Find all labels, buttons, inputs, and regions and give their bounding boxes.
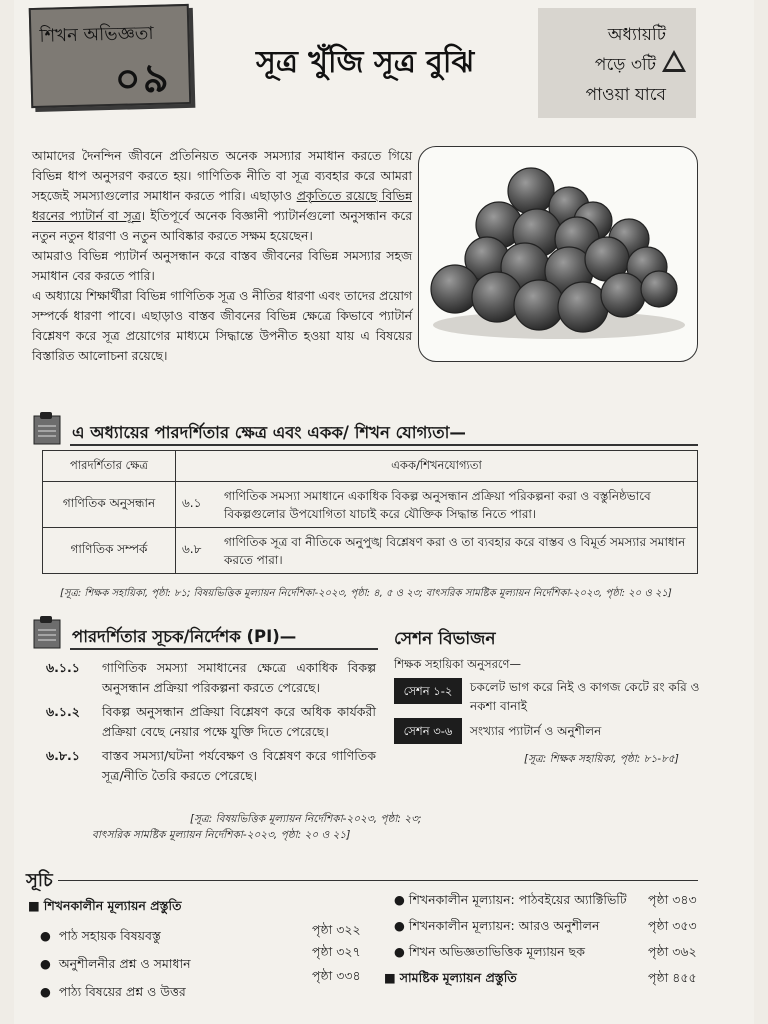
table-header-unit: একক/শিখনযোগ্যতা xyxy=(176,451,698,482)
area-cell: গাণিতিক অনুসন্ধান xyxy=(43,482,176,528)
pi-text: গাণিতিক সমস্যা সমাধানের ক্ষেত্রে একাধিক বিকল্প অনুসন্ধান প্রক্রিয়া পরিকল্পনা করতে পেরেছে। xyxy=(102,660,376,695)
competency-table xyxy=(42,450,698,574)
pi-citation-1: [সূত্র: বিষয়ভিত্তিক মূল্যায়ন নির্দেশিকা-২০২৩, পৃষ্ঠা: ২৩; xyxy=(190,813,422,825)
pi-text: বাস্তব সমস্যা/ঘটনা পর্যবেক্ষণ ও বিশ্লেষণ করে গাণিতিক সূত্র/নীতি তৈরি করতে পেরেছে। xyxy=(102,748,376,783)
toc-item-label: পাঠ্য বিষয়ের প্রশ্ন ও উত্তর xyxy=(58,984,186,999)
table-row xyxy=(43,482,698,528)
square-bullet-icon: ■ xyxy=(28,898,44,913)
image-frame xyxy=(418,146,698,362)
pi-heading: পারদর্শিতার সূচক/নির্দেশক (PI)— xyxy=(72,627,297,646)
bullet-icon: ● xyxy=(394,944,409,959)
list-item xyxy=(46,702,376,742)
pi-section xyxy=(38,616,378,648)
pi-citation-2: বাৎসরিক সামষ্টিক মূল্যায়ন নির্দেশিকা-২০২৩, পৃষ্ঠা: ২০ ও ২১] xyxy=(92,829,351,841)
session-heading: সেশন বিভাজন xyxy=(394,629,496,649)
text-cell: গাণিতিক সমস্যা সমাধানে একাধিক বিকল্প অনুসন্ধান প্রক্রিয়া পরিকল্পনা করা ও বস্তুনিষ্ঠভাবে বিকল্পগুলোর উপযোগিতা যাচাই করে যৌক্তিক সিদ্ধান্ত নিতে পারা। xyxy=(218,482,698,528)
intro-p2: আমরাও বিভিন্ন প্যাটার্ন অনুসন্ধান করে বাস্তব জীবনের বিভিন্ন সমস্যার সহজ সমাধান বের করতে পারি। xyxy=(32,249,412,283)
toc-page: পৃষ্ঠা ৩৩৪ xyxy=(312,968,361,983)
bullet-icon: ● xyxy=(394,918,409,933)
toc-page: পৃষ্ঠা ৩২২ xyxy=(312,922,361,937)
learning-experience-tag xyxy=(29,4,192,108)
bullet-icon: ● xyxy=(40,956,59,971)
toc-page: পৃষ্ঠা ৪৫৫ xyxy=(648,970,697,985)
competency-section xyxy=(38,412,698,444)
intro-p1-underlined: প্রকৃতিতে রয়েছে বিভিন্ন ধরনের প্যাটার্ন বা সূত্র xyxy=(32,189,412,223)
list-item xyxy=(46,658,376,698)
toc-page: পৃষ্ঠা ৩২৭ xyxy=(312,944,361,959)
toc-page: পৃষ্ঠা ৩৫৩ xyxy=(648,918,697,933)
toc-item-label: অনুশীলনীর প্রশ্ন ও সমাধান xyxy=(58,956,191,971)
pi-list xyxy=(46,658,376,790)
table-header-area: পারদর্শিতার ক্ষেত্র xyxy=(43,451,176,482)
toc-page: পৃষ্ঠা ৩৬২ xyxy=(648,944,697,959)
text-cell: গাণিতিক সূত্র বা নীতিকে অনুপুঙ্খ বিশ্লেষণ করা ও তা ব্যবহার করে বাস্তব ও বিমূর্ত সমস্যার সমাধান করতে পারা। xyxy=(218,528,698,574)
notepad-icon xyxy=(32,412,66,446)
toc-list-item[interactable] xyxy=(394,892,714,912)
session-citation: [সূত্র: শিক্ষক সহায়িকা, পৃষ্ঠা: ৮১-৮৫] xyxy=(524,753,679,765)
toc-item-label: শিখনকালীন মূল্যায়ন: পাঠবইয়ের অ্যাক্টিভিটি xyxy=(408,892,627,907)
list-item xyxy=(46,746,376,786)
toc-title: সূচি xyxy=(26,870,53,891)
area-cell: গাণিতিক সম্পর্ক xyxy=(43,528,176,574)
toc-section-label: সামষ্টিক মূল্যায়ন প্রস্তুতি xyxy=(399,970,517,985)
divider xyxy=(70,444,698,446)
intro-p1-a: আমাদের দৈনন্দিন জীবনে প্রতিনিয়ত অনেক সমস্যার সমাধান করতে গিয়ে বিভিন্ন ধাপ অনুসরণ করতে হয়। গাণিতিক নীতি বা সূত্র ব্যবহার করে আমরা সহজেই সমস্যাগুলোর সমাধান করতে পারি। এছাড়াও xyxy=(32,149,412,203)
toc-page: পৃষ্ঠা ৩৪৩ xyxy=(648,892,697,907)
badge-line-2: পড়ে ৩টি xyxy=(594,55,656,75)
toc-item-label: শিখন অভিজ্ঞতাভিত্তিক মূল্যায়ন ছক xyxy=(408,944,585,959)
session-text: সংখ্যার প্যাটার্ন ও অনুশীলন xyxy=(470,724,602,738)
session-text: চকলেট ভাগ করে নিই ও কাগজ কেটে রং করি ও নকশা বানাই xyxy=(470,680,700,713)
toc-list-item[interactable] xyxy=(394,944,714,964)
toc-list-item[interactable] xyxy=(384,970,714,990)
stacked-balls-illustration xyxy=(419,147,697,361)
intro-text xyxy=(32,146,412,366)
pi-code: ৬.১.১ xyxy=(46,660,80,675)
session-pill: সেশন ১-২ xyxy=(394,678,462,704)
bullet-icon: ● xyxy=(40,984,59,999)
divider xyxy=(58,880,698,881)
triangle-icon xyxy=(662,50,686,72)
badge-line-1: অধ্যায়টি xyxy=(607,25,666,45)
badge-line-3: পাওয়া যাবে xyxy=(585,85,666,105)
toc-item-label: শিখনকালীন মূল্যায়ন: আরও অনুশীলন xyxy=(408,918,600,933)
code-cell: ৬.৮ xyxy=(176,528,219,574)
toc-section-label: শিখনকালীন মূল্যায়ন প্রস্তুতি xyxy=(43,898,182,913)
bullet-icon: ● xyxy=(40,928,59,943)
competency-heading: এ অধ্যায়ের পারদর্শিতার ক্ষেত্র এবং একক/ শিখন যোগ্যতা— xyxy=(72,423,466,442)
toc-list-item[interactable] xyxy=(40,968,380,1004)
square-bullet-icon: ■ xyxy=(384,970,400,985)
tag-number: ০৯ xyxy=(114,55,172,103)
pi-text: বিকল্প অনুসন্ধান প্রক্রিয়া বিশ্লেষণ করে অধিক কার্যকরী প্রক্রিয়া বেছে নেয়ার পক্ষে যুক্তি দিতে পেরেছে। xyxy=(102,704,376,739)
chapter-badge xyxy=(538,8,696,118)
divider xyxy=(70,648,378,650)
bullet-icon: ● xyxy=(394,892,409,907)
toc-list-item[interactable] xyxy=(394,918,714,938)
code-cell: ৬.১ xyxy=(176,482,219,528)
pi-code: ৬.৮.১ xyxy=(46,748,80,763)
session-subheading: শিক্ষক সহায়িকা অনুসরণে— xyxy=(394,657,522,671)
table-row xyxy=(43,528,698,574)
pi-code: ৬.১.২ xyxy=(46,704,80,719)
chapter-title: সূত্র খুঁজি সূত্র বুঝি xyxy=(256,45,475,80)
intro-p1-b: । ইতিপূর্বে অনেক বিজ্ঞানী প্যাটার্নগুলো অনুসন্ধান করে নতুন নতুন ধারণা ও নতুন আবিষ্কার করতে সক্ষম হয়েছেন। xyxy=(32,209,412,243)
toc-item-label: পাঠ সহায়ক বিষয়বস্তু xyxy=(58,928,161,943)
tag-label: শিখন অভিজ্ঞতা xyxy=(39,22,154,47)
competency-citation: [সূত্র: শিক্ষক সহায়িকা, পৃষ্ঠা: ৮১; বিষয়ভিত্তিক মূল্যায়ন নির্দেশিকা-২০২৩, পৃষ্ঠা: ৪, ৫ ও ২৩; বাৎসরিক সামষ্টিক মূল্যায়ন নির্দেশিকা-২০২৩, পৃষ্ঠা: ২০ ও ২১] xyxy=(60,588,672,599)
notepad-icon xyxy=(32,616,66,650)
session-pill: সেশন ৩-৬ xyxy=(394,718,462,744)
intro-p3: এ অধ্যায়ে শিক্ষার্থীরা বিভিন্ন গাণিতিক সূত্র ও নীতির ধারণা এবং তাদের প্রয়োগ সম্পর্কে ধারণা পাবে। এছাড়াও বাস্তব জীবনের বিভিন্ন ক্ষেত্রে কিভাবে প্যাটার্ন বিশ্লেষণ করে সূত্র প্রয়োগের মাধ্যমে সিদ্ধান্তে উপনীত হওয়া যায় এ বিষয়ের বিস্তারিত আলোচনা রয়েছে। xyxy=(32,289,412,363)
toc-left-section xyxy=(28,898,181,918)
